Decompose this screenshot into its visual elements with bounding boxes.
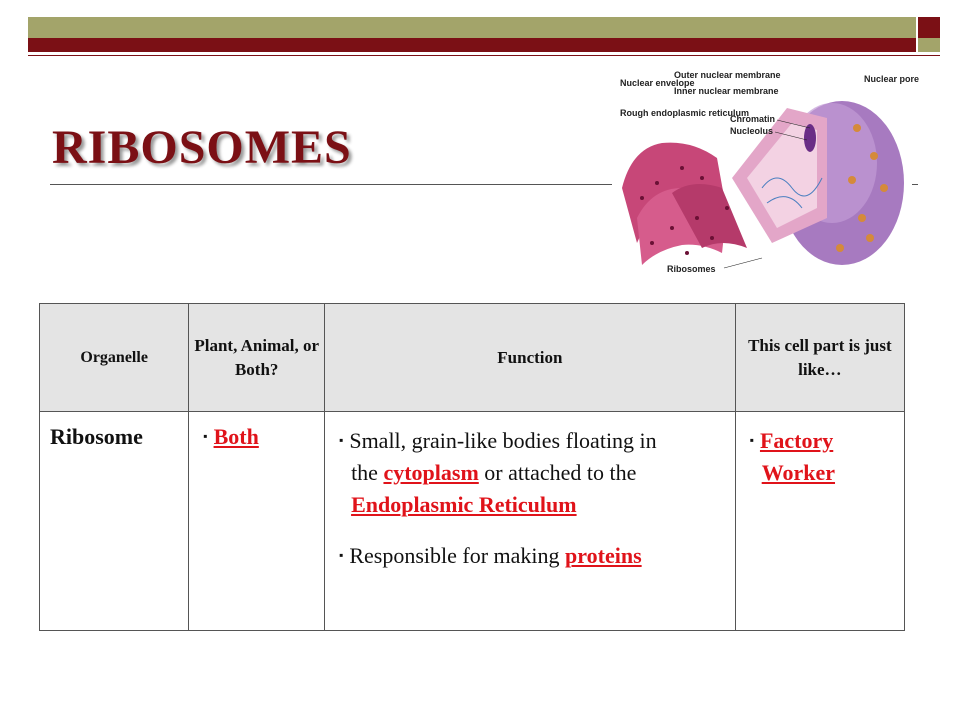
bullet-icon: ▪ [339,548,344,562]
slide-title: RIBOSOMES [52,121,352,174]
answer-kingdom: Both [213,424,259,449]
header-analogy: This cell part is just like… [735,304,904,412]
function-line-3 [339,489,734,521]
answer-cytoplasm: cytoplasm [383,460,479,485]
header-function: Function [325,304,736,412]
label-chromatin: Chromatin [730,114,775,124]
top-maroon-bar [28,38,916,52]
answer-analogy-1: Factory [759,428,834,453]
header-organelle: Organelle [40,304,189,412]
cell-function [325,412,736,631]
nuclear-pore-dot [853,124,861,132]
corner-maroon-square [918,17,940,38]
cell-kingdom [189,412,325,631]
nuclear-pore-dot [880,184,888,192]
label-nucleolus: Nucleolus [730,126,774,136]
bullet-icon: ▪ [749,433,754,447]
label-nuclear-pore: Nuclear pore [864,74,920,84]
label-nuclear-envelope: Nuclear envelope [620,78,695,88]
answer-analogy-2: Worker [761,460,836,485]
nuclear-pore-dot [836,244,844,252]
table-row [40,412,905,631]
label-outer-membrane: Outer nuclear membrane [674,70,781,80]
answer-proteins: proteins [565,543,642,568]
cell-diagram [612,68,920,278]
header-kingdom: Plant, Animal, or Both? [189,304,325,412]
nuclear-pore-dot [870,152,878,160]
cell-illustration [612,68,920,278]
function-line-4: ▪ Responsible for making proteins [339,543,642,568]
cell-organelle: Ribosome [40,412,189,631]
nucleolus-shape [804,124,816,152]
function-line-2: the cytoplasm or attached to the [351,460,637,485]
bullet-icon: ▪ [203,429,208,443]
cell-analogy [735,412,904,631]
organelle-table [39,303,905,631]
function-line-1: ▪ Small, grain-like bodies floating in [339,428,657,453]
table-header-row [40,304,905,412]
label-ribosomes: Ribosomes [667,264,716,274]
header-rule [28,55,940,56]
nuclear-pore-dot [866,234,874,242]
label-rough-er: Rough endoplasmic reticulum [620,108,750,118]
bullet-icon: ▪ [339,433,344,447]
label-inner-membrane: Inner nuclear membrane [674,86,779,96]
corner-olive-square [918,38,940,52]
nuclear-pore-dot [858,214,866,222]
top-olive-bar [28,17,916,38]
answer-endoplasmic-reticulum: Endoplasmic Reticulum [351,492,577,517]
nuclear-pore-dot [848,176,856,184]
